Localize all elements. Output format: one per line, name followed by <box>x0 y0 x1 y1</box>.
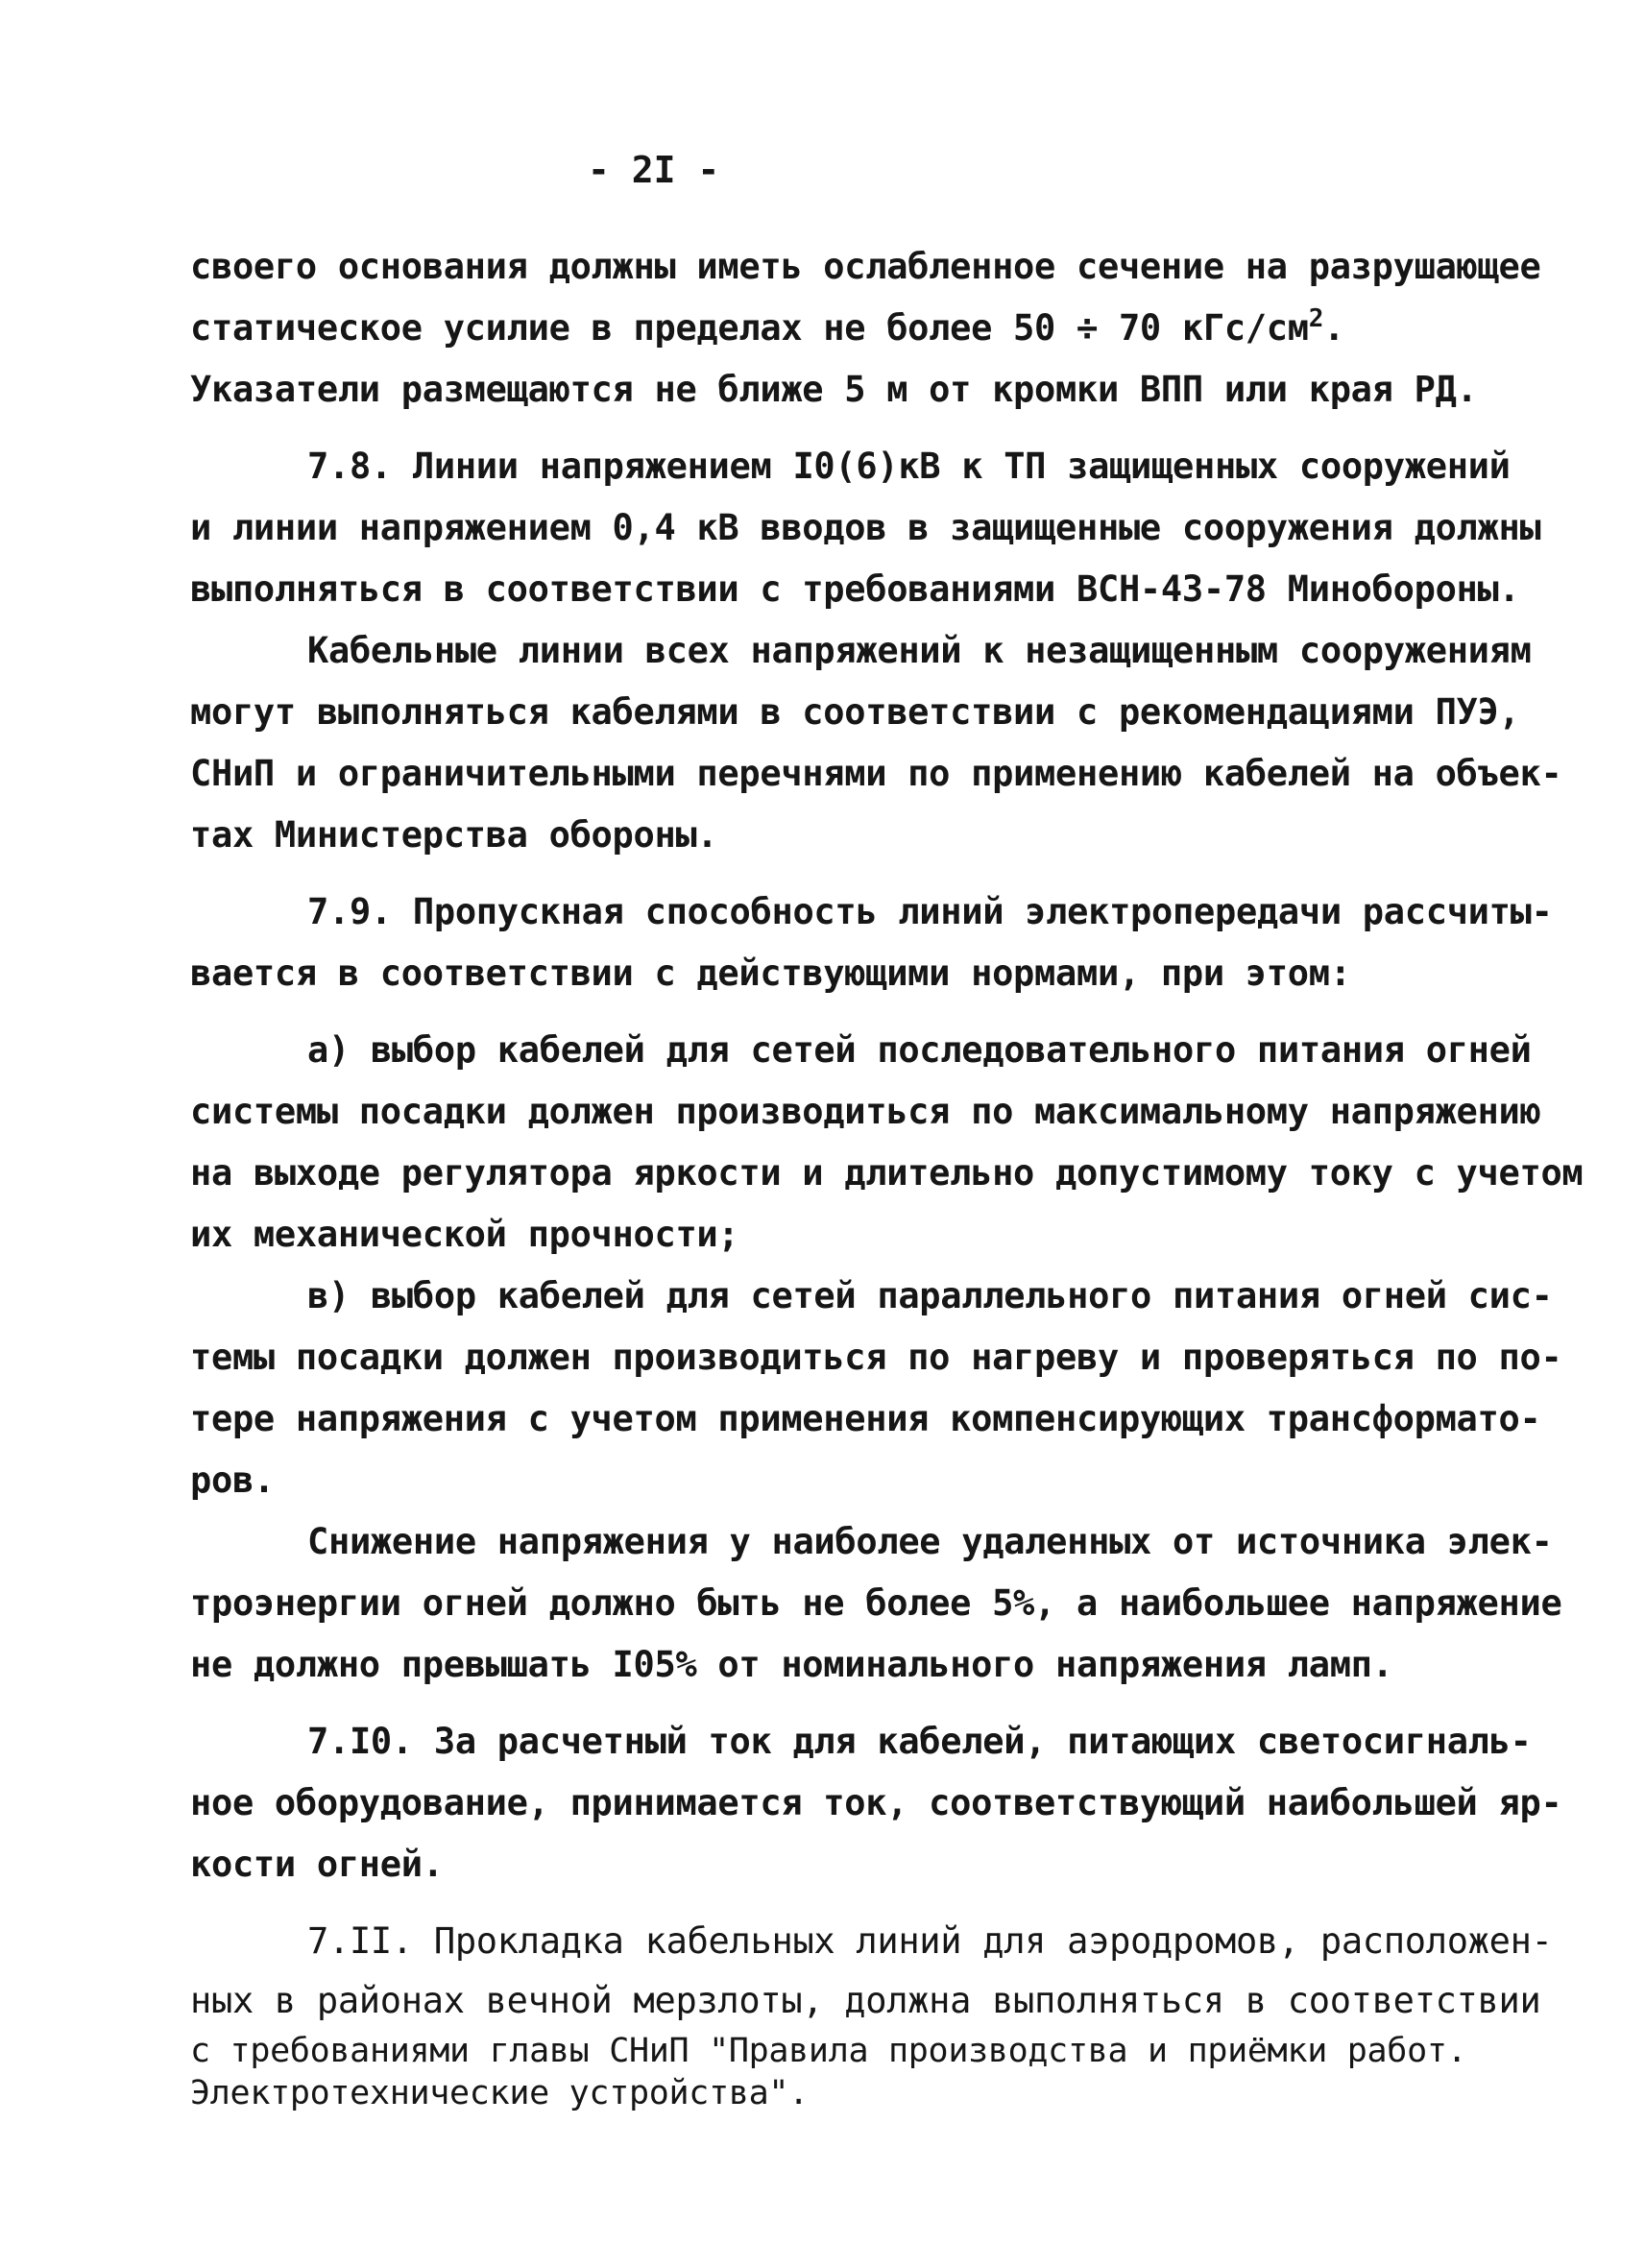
text-line-13: а) выбор кабелей для сетей последовательного питания огней <box>307 1029 1532 1071</box>
text-line-19: тере напряжения с учетом применения компенсирующих трансформато- <box>190 1398 1541 1439</box>
text-line-11: 7.9. Пропускная способность линий электропередачи рассчиты- <box>307 891 1553 932</box>
text-line-6: выполняться в соответствии с требованиями ВСН-43-78 Минобороны. <box>190 568 1520 610</box>
text-line-5: и линии напряжением 0,4 кВ вводов в защищенные сооружения должны <box>190 507 1541 548</box>
text-line-2 <box>190 306 1344 350</box>
text-line-3: Указатели размещаются не ближе 5 м от кромки ВПП или края РД. <box>190 369 1478 410</box>
text-line-23: не должно превышать I05% от номинального напряжения ламп. <box>190 1644 1393 1685</box>
page-number: - 2I - <box>588 149 720 191</box>
text-line-14: системы посадки должен производиться по максимальному напряжению <box>190 1091 1541 1132</box>
text-line-7: Кабельные линии всех напряжений к незащищенным сооружениям <box>307 630 1532 671</box>
text-line-18: темы посадки должен производиться по нагреву и проверяться по по- <box>190 1337 1562 1378</box>
text-line-15: на выходе регулятора яркости и длительно допустимому току с учетом <box>190 1152 1584 1194</box>
text-line-22: троэнергии огней должно быть не более 5%, а наибольшее напряжение <box>190 1582 1562 1624</box>
text-line-28: ных в районах вечной мерзлоты, должна выполняться в соответствии <box>190 1980 1541 2021</box>
text-line-4: 7.8. Линии напряжением I0(6)кВ к ТП защищенных сооружений <box>307 446 1511 487</box>
text-line-30: Электротехнические устройства". <box>190 2074 809 2112</box>
text-line-16: их механической прочности; <box>190 1214 739 1255</box>
text-line-25: ное оборудование, принимается ток, соответствующий наибольшей яр- <box>190 1782 1562 1823</box>
text-line-12: вается в соответствии с действующими нормами, при этом: <box>190 953 1351 994</box>
text-line-29: с требованиями главы СНиП "Правила производства и приёмки работ. <box>190 2032 1467 2070</box>
superscript-2: 2 <box>1308 304 1324 333</box>
text-line-27: 7.II. Прокладка кабельных линий для аэродромов, расположен- <box>307 1920 1553 1962</box>
text-line-26: кости огней. <box>190 1844 444 1885</box>
text-line-17: в) выбор кабелей для сетей параллельного питания огней сис- <box>307 1275 1553 1316</box>
text-line-10: тах Министерства обороны. <box>190 814 718 856</box>
text-line-20: ров. <box>190 1460 275 1501</box>
text-line-2-content: статическое усилие в пределах не более 50 ÷ 70 кГс/см <box>190 307 1309 349</box>
period-after-superscript: . <box>1323 307 1345 349</box>
text-line-9: СНиП и ограничительными перечнями по применению кабелей на объек- <box>190 753 1562 794</box>
text-line-8: могут выполняться кабелями в соответствии с рекомендациями ПУЭ, <box>190 691 1520 733</box>
text-line-24: 7.I0. За расчетный ток для кабелей, питающих светосигналь- <box>307 1721 1532 1762</box>
text-line-1: своего основания должны иметь ослабленное сечение на разрушающее <box>190 246 1541 287</box>
text-line-21: Снижение напряжения у наиболее удаленных от источника элек- <box>307 1521 1553 1562</box>
